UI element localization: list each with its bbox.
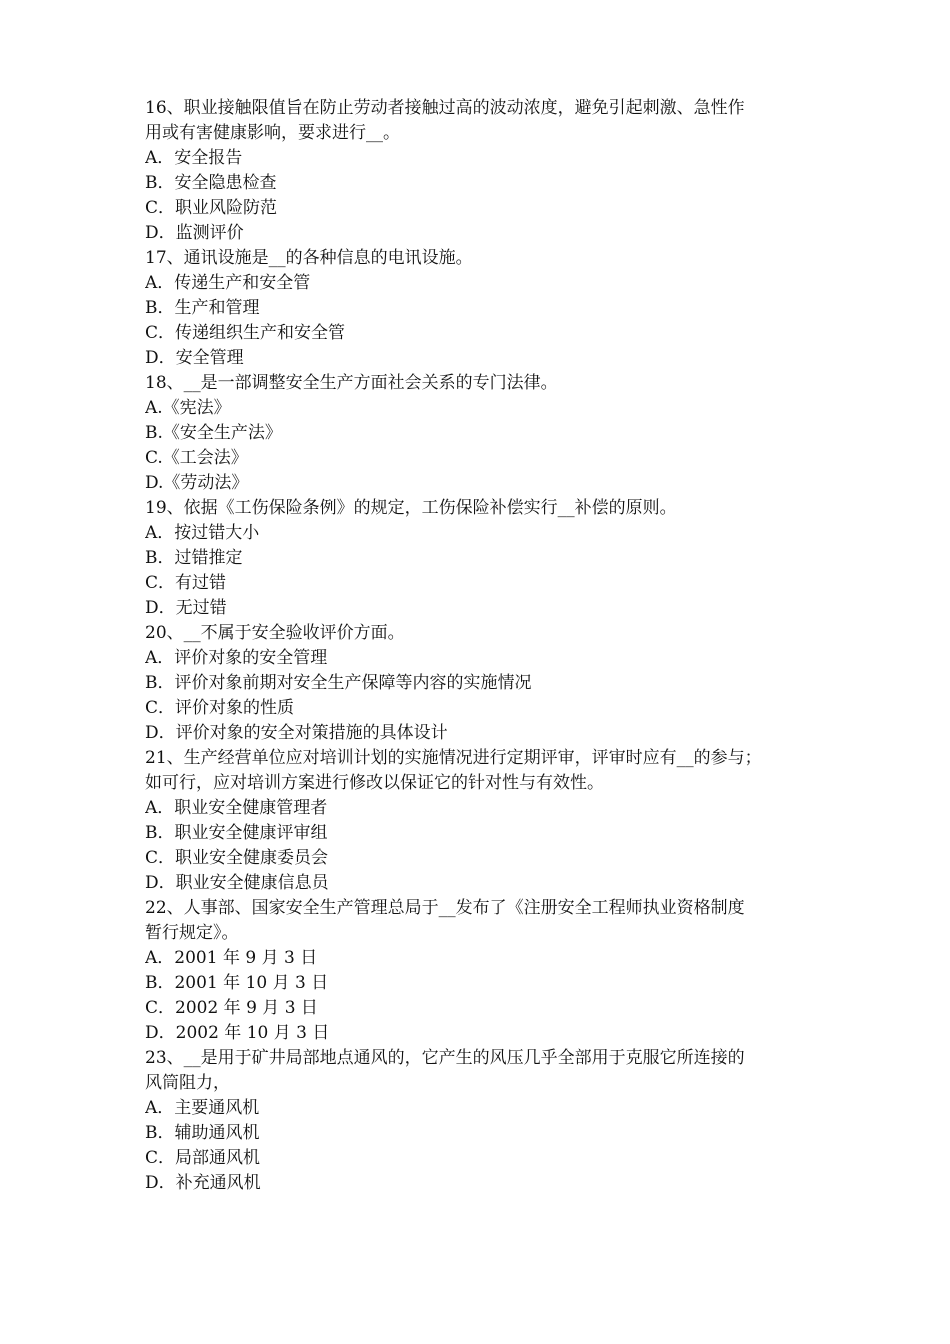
q16-option-d: D．监测评价 — [145, 223, 244, 243]
q21-option-b: B．职业安全健康评审组 — [145, 823, 328, 843]
q21-option-c: C．职业安全健康委员会 — [145, 848, 329, 868]
q18-option-d: D.《劳动法》 — [145, 473, 249, 493]
q19-option-a: A．按过错大小 — [145, 523, 260, 543]
q18-stem: 18、__是一部调整安全生产方面社会关系的专门法律。 — [145, 373, 558, 393]
q17-option-b: B．生产和管理 — [145, 298, 260, 318]
q17-stem: 17、通讯设施是__的各种信息的电讯设施。 — [145, 248, 473, 268]
q20-option-d: D．评价对象的安全对策措施的具体设计 — [145, 723, 448, 743]
q17-option-c: C．传递组织生产和安全管 — [145, 323, 346, 343]
q21-option-d: D．职业安全健康信息员 — [145, 873, 329, 893]
q19-option-c: C．有过错 — [145, 573, 227, 593]
q22-option-d: D．2002 年 10 月 3 日 — [145, 1023, 330, 1043]
q23-option-a: A．主要通风机 — [145, 1098, 260, 1118]
q16-option-b: B．安全隐患检查 — [145, 173, 277, 193]
q22-option-a: A．2001 年 9 月 3 日 — [145, 948, 318, 968]
q23-option-c: C．局部通风机 — [145, 1148, 261, 1168]
q23-stem-line-2: 风筒阻力， — [145, 1073, 230, 1093]
q16-stem-line-1: 16、职业接触限值旨在防止劳动者接触过高的波动浓度，避免引起刺激、急性作 — [145, 98, 745, 118]
q20-option-c: C．评价对象的性质 — [145, 698, 295, 718]
q22-stem-line-2: 暂行规定》。 — [145, 923, 239, 943]
q23-option-b: B．辅助通风机 — [145, 1123, 260, 1143]
q16-option-c: C．职业风险防范 — [145, 198, 278, 218]
q21-stem-line-1: 21、生产经营单位应对培训计划的实施情况进行定期评审，评审时应有__的参与； — [145, 748, 762, 768]
q20-option-a: A．评价对象的安全管理 — [145, 648, 328, 668]
q18-option-a: A.《宪法》 — [145, 398, 231, 418]
q19-stem: 19、依据《工伤保险条例》的规定，工伤保险补偿实行__补偿的原则。 — [145, 498, 677, 518]
document-page — [145, 96, 815, 1196]
q22-option-b: B．2001 年 10 月 3 日 — [145, 973, 329, 993]
q16-stem-line-2: 用或有害健康影响，要求进行__。 — [145, 123, 400, 143]
q17-option-d: D．安全管理 — [145, 348, 244, 368]
q21-stem-line-2: 如可行，应对培训方案进行修改以保证它的针对性与有效性。 — [145, 773, 604, 793]
q18-option-b: B.《安全生产法》 — [145, 423, 282, 443]
q19-option-b: B．过错推定 — [145, 548, 243, 568]
q23-option-d: D．补充通风机 — [145, 1173, 261, 1193]
q21-option-a: A．职业安全健康管理者 — [145, 798, 328, 818]
q20-stem: 20、__不属于安全验收评价方面。 — [145, 623, 405, 643]
q18-option-c: C.《工会法》 — [145, 448, 248, 468]
q22-option-c: C．2002 年 9 月 3 日 — [145, 998, 318, 1018]
q19-option-d: D．无过错 — [145, 598, 227, 618]
q22-stem-line-1: 22、人事部、国家安全生产管理总局于__发布了《注册安全工程师执业资格制度 — [145, 898, 745, 918]
q20-option-b: B．评价对象前期对安全生产保障等内容的实施情况 — [145, 673, 532, 693]
q17-option-a: A．传递生产和安全管 — [145, 273, 311, 293]
q23-stem-line-1: 23、__是用于矿井局部地点通风的，它产生的风压几乎全部用于克服它所连接的 — [145, 1048, 745, 1068]
q16-option-a: A．安全报告 — [145, 148, 243, 168]
